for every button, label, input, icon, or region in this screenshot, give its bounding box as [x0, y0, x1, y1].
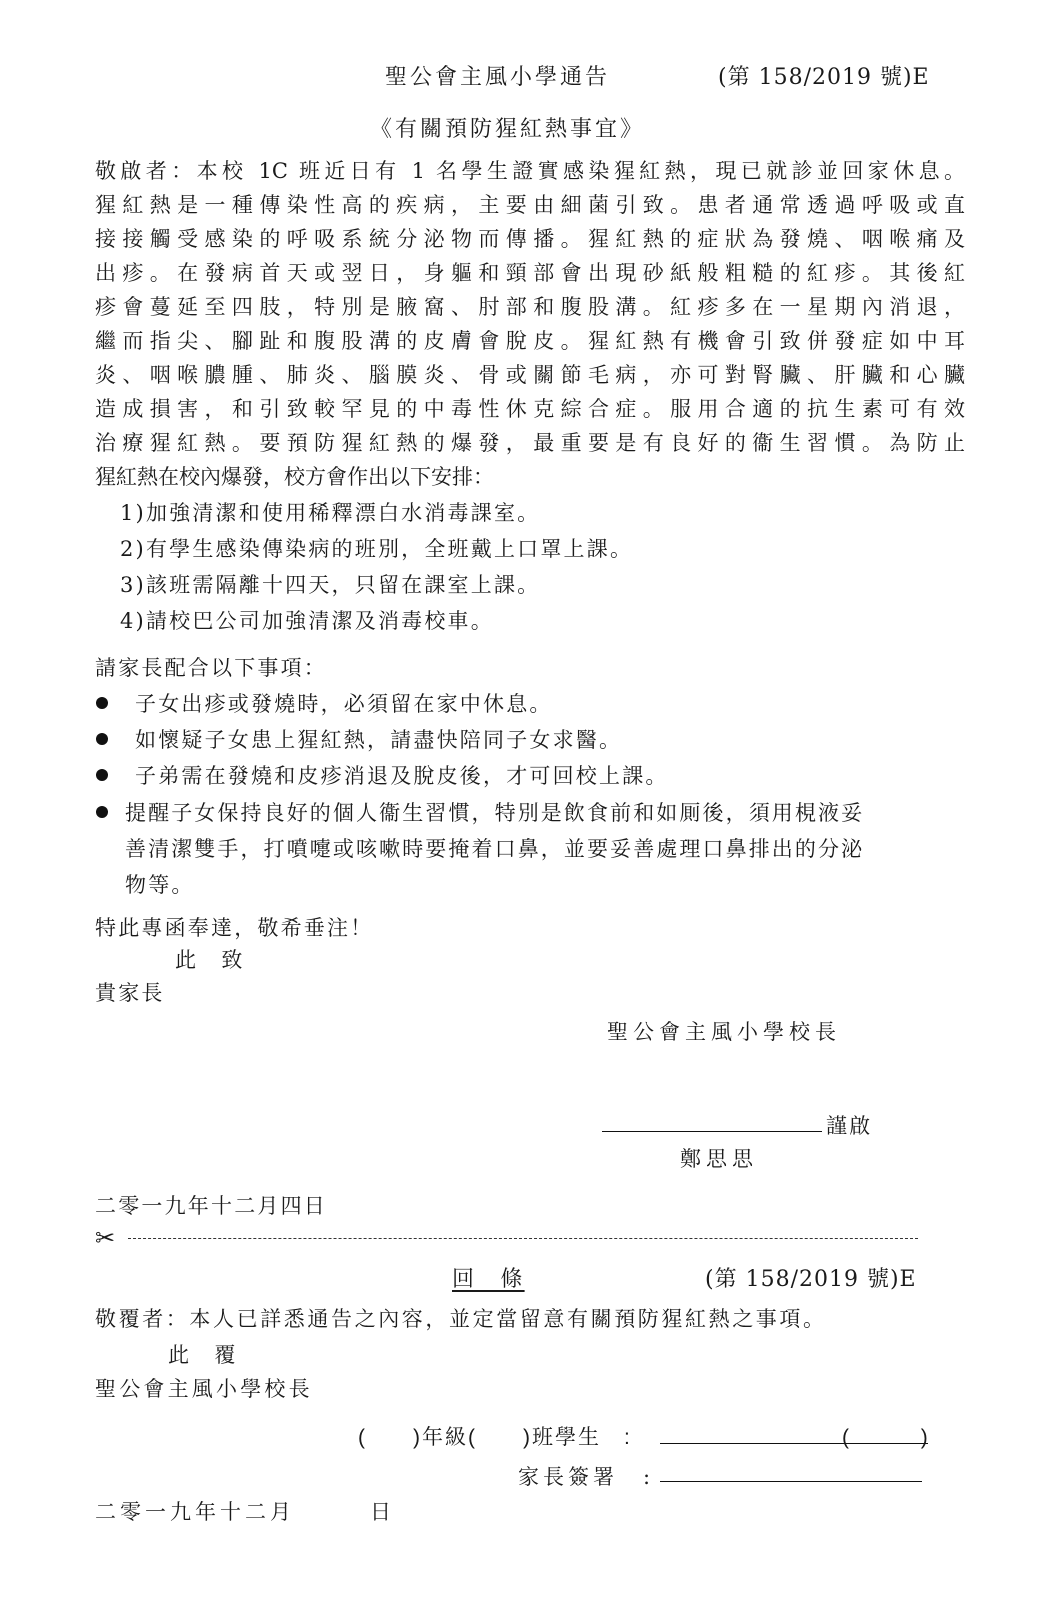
arrangement-item: 4)請校巴公司加強清潔及消毒校車。 [120, 609, 494, 633]
intro-line: 繼而指尖、腳趾和腹股溝的皮膚會脫皮。猩紅熱有機會引致併發症如中耳 [95, 329, 965, 353]
arrangement-item: 3)該班需隔離十四天，只留在課室上課。 [120, 573, 541, 597]
closing-remark: 特此專函奉達，敬希垂注！ [95, 916, 374, 940]
parent-item: 子弟需在發燒和皮疹消退及脫皮後，才可回校上課。 [135, 764, 669, 788]
closing-respect: 謹啟 [826, 1114, 873, 1138]
parent-signature-field[interactable] [660, 1481, 922, 1482]
reply-date: 二零一九年十二月 日 [95, 1500, 395, 1524]
reply-title: 回 條 [452, 1267, 525, 1292]
intro-line: 猩紅熱是一種傳染性高的疾病，主要由細菌引致。患者通常透過呼吸或直 [95, 193, 965, 217]
parent-item-line: 物等。 [125, 873, 195, 897]
arrangement-item: 2)有學生感染傳染病的班別，全班戴上口罩上課。 [120, 537, 634, 561]
parent-item: 子女出疹或發燒時，必須留在家中休息。 [135, 692, 553, 716]
intro-line: 猩紅熱在校內爆發，校方會作出以下安排： [95, 465, 494, 489]
intro-line: 炎、咽喉膿腫、肺炎、腦膜炎、骨或關節毛病，亦可對腎臟、肝臟和心臟 [95, 363, 965, 387]
class-line-label: ( )年級( )班學生 : [358, 1426, 632, 1449]
reply-salute: 此 覆 [168, 1343, 238, 1367]
intro-line: 接接觸受感染的呼吸系統分泌物而傳播。猩紅熱的症狀為發燒、咽喉痛及 [95, 227, 965, 251]
bullet-icon [96, 769, 108, 781]
reply-recipient: 聖公會主風小學校長 [95, 1377, 313, 1401]
intro-line: 造成損害，和引致較罕見的中毒性休克綜合症。服用合適的抗生素可有效 [95, 397, 965, 421]
bullet-icon [96, 697, 108, 709]
parent-item-line: 善清潔雙手，打噴嚏或咳嗽時要掩着口鼻，並要妥善處理口鼻排出的分泌 [125, 837, 865, 861]
closing-recipient: 貴家長 [95, 981, 165, 1005]
notice-number: (第 158/2019 號)E [718, 65, 930, 90]
notice-subject: 《有關預防猩紅熱事宜》 [370, 117, 646, 142]
intro-line: 敬啟者：本校 1C 班近日有 1 名學生證實感染猩紅熱，現已就診並回家休息。 [95, 159, 965, 183]
intro-line: 出疹。在發病首天或翌日，身軀和頸部會出現砂紙般粗糙的紅疹。其後紅 [95, 261, 965, 285]
closing-salute: 此 致 [175, 948, 245, 972]
closing-sender: 聖公會主風小學校長 [607, 1020, 841, 1044]
parents-intro: 請家長配合以下事項： [95, 656, 327, 680]
parent-sign-label: 家長簽署 : [518, 1465, 655, 1489]
reply-statement: 敬覆者：本人已詳悉通告之內容，並定當留意有關預防猩紅熱之事項。 [95, 1307, 827, 1331]
cut-line [128, 1238, 918, 1239]
bullet-icon [96, 806, 108, 818]
principal-name: 鄭思思 [680, 1147, 758, 1171]
parent-item-line: 提醒子女保持良好的個人衞生習慣，特別是飲食前和如厠後，須用梘液妥 [125, 801, 865, 825]
parent-item: 如懷疑子女患上猩紅熱，請盡快陪同子女求醫。 [135, 728, 623, 752]
arrangement-item: 1)加強清潔和使用稀釋漂白水消毒課室。 [120, 501, 541, 525]
notice-date: 二零一九年十二月四日 [95, 1194, 327, 1218]
notice-title: 聖公會主風小學通告 [385, 65, 611, 90]
bullet-icon [96, 733, 108, 745]
reply-notice-number: (第 158/2019 號)E [705, 1267, 917, 1292]
intro-line: 治療猩紅熱。要預防猩紅熱的爆發，最重要是有良好的衞生習慣。為防止 [95, 431, 965, 455]
intro-line: 疹會蔓延至四肢，特別是腋窩、肘部和腹股溝。紅疹多在一星期內消退， [95, 295, 965, 319]
scissors-icon: ✂ [95, 1224, 116, 1252]
signature-line [602, 1131, 822, 1132]
student-number-bracket: ( ) [842, 1426, 930, 1449]
